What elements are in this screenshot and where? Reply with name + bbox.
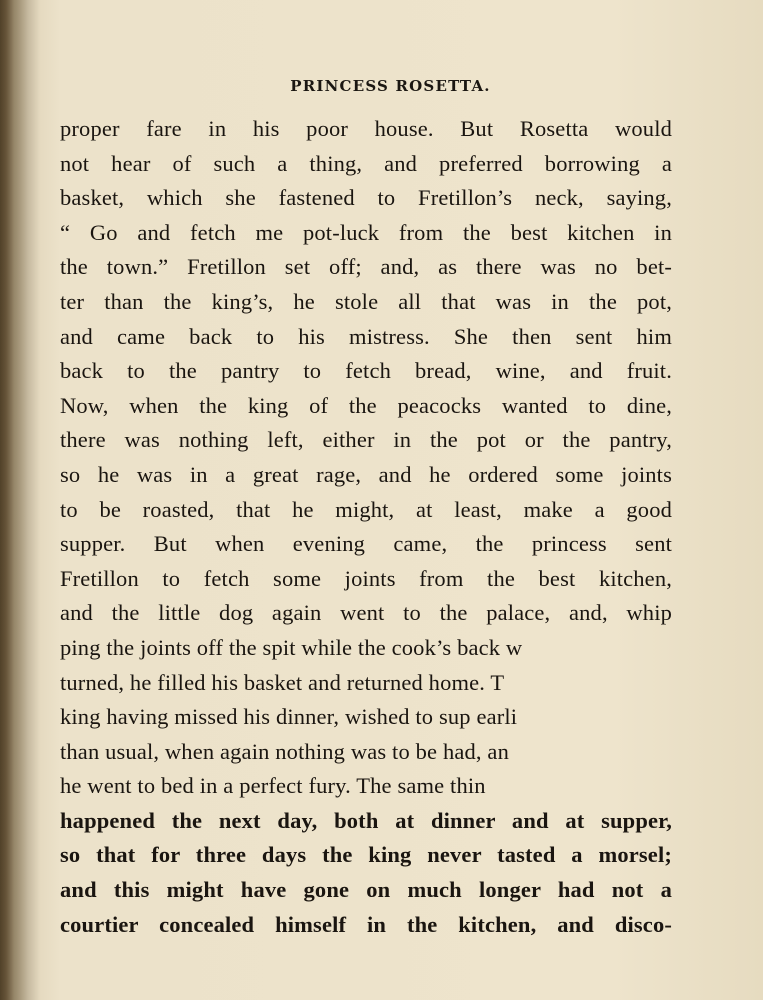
text-line: to be roasted, that he might, at least, make a good xyxy=(60,496,672,522)
text-line: and the little dog again went to the palace, and, whip xyxy=(60,600,672,626)
text-line: so he was in a great rage, and he ordered some joints xyxy=(60,461,672,487)
text-line: ter than the king’s, he stole all that was in the pot, xyxy=(60,288,672,314)
text-line: not hear of such a thing, and preferred borrowing a xyxy=(60,150,672,176)
text-line: back to the pantry to fetch bread, wine, and fruit. xyxy=(60,358,672,384)
body-text xyxy=(60,112,672,942)
text-line: so that for three days the king never tasted a morsel; xyxy=(60,842,672,868)
text-line: happened the next day, both at dinner and at supper, xyxy=(60,807,672,833)
running-header xyxy=(0,77,763,95)
text-line: he went to bed in a perfect fury. The same thin xyxy=(60,773,486,799)
text-line: king having missed his dinner, wished to sup earli xyxy=(60,704,518,730)
text-line: “ Go and fetch me pot-luck from the best kitchen in xyxy=(60,219,672,245)
text-line: than usual, when again nothing was to be had, an xyxy=(60,738,509,764)
text-line: supper. But when evening came, the princess sent xyxy=(60,531,672,557)
text-line: Now, when the king of the peacocks wanted to dine, xyxy=(60,392,672,418)
text-line: there was nothing left, either in the pot or the pantry, xyxy=(60,427,672,453)
text-line: basket, which she fastened to Fretillon’s neck, saying, xyxy=(60,185,672,211)
text-line: the town.” Fretillon set off; and, as there was no bet- xyxy=(60,254,672,280)
text-line: and this might have gone on much longer had not a xyxy=(60,877,672,903)
page-title: PRINCESS ROSETTA. xyxy=(290,77,491,95)
text-line: turned, he filled his basket and returned home. T xyxy=(60,669,505,695)
text-line: proper fare in his poor house. But Rosetta would xyxy=(60,116,672,141)
text-line: and came back to his mistress. She then sent him xyxy=(60,323,672,349)
spine-shadow xyxy=(0,0,40,1000)
text-line: courtier concealed himself in the kitchen, and disco- xyxy=(60,911,672,937)
text-line: ping the joints off the spit while the cook’s back w xyxy=(60,634,523,660)
text-line: Fretillon to fetch some joints from the best kitchen, xyxy=(60,565,672,591)
